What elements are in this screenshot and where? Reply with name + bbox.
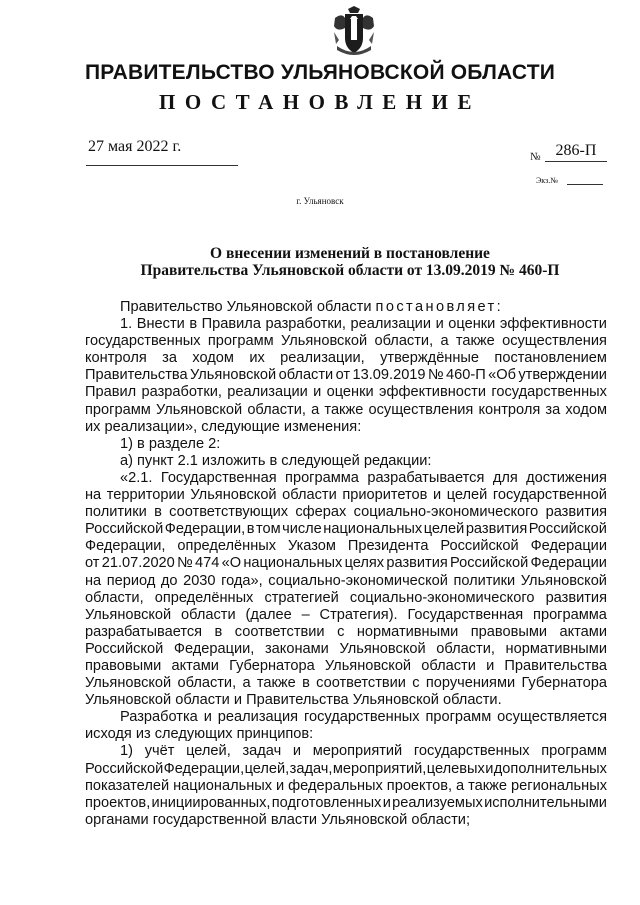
word: политики bbox=[85, 504, 147, 521]
word: задач, bbox=[289, 760, 333, 777]
paragraph-line: их реализации», следующие изменения: bbox=[85, 418, 362, 435]
word: 2030 bbox=[183, 572, 216, 589]
word: оценки bbox=[326, 384, 374, 401]
word: Правил bbox=[85, 384, 137, 401]
word: задач bbox=[242, 743, 282, 760]
word: 21.07.2020 bbox=[101, 555, 175, 572]
word: года», bbox=[221, 572, 263, 589]
word: в bbox=[154, 504, 162, 521]
word: 13.09.2019 bbox=[352, 367, 426, 384]
government-name: ПРАВИТЕЛЬСТВО УЛЬЯНОВСКОЙ ОБЛАСТИ bbox=[84, 61, 556, 84]
word: «О bbox=[221, 555, 242, 572]
word: социально-экономической bbox=[268, 572, 448, 589]
word: государственной bbox=[492, 487, 607, 504]
word: Государственная bbox=[160, 469, 277, 486]
word: в bbox=[302, 675, 310, 692]
word: программ bbox=[425, 709, 492, 726]
word: проектов, bbox=[85, 794, 151, 811]
word: мероприятий bbox=[312, 743, 403, 760]
word: области bbox=[278, 367, 334, 384]
word: области bbox=[181, 606, 236, 623]
word: разработки, bbox=[141, 384, 222, 401]
word: развития bbox=[386, 555, 448, 572]
word: Федерации bbox=[530, 555, 607, 572]
word: на bbox=[85, 572, 102, 589]
word: подготовленных bbox=[271, 794, 382, 811]
paragraph-line bbox=[85, 675, 607, 692]
word: Федерации bbox=[530, 538, 607, 555]
word: Государственная bbox=[407, 606, 524, 623]
word: определённых bbox=[154, 589, 254, 606]
principle-1 bbox=[85, 743, 607, 811]
paragraph-line bbox=[85, 350, 607, 367]
word: проектов, bbox=[386, 777, 453, 794]
word: сферах bbox=[295, 504, 347, 521]
word: оценки bbox=[448, 316, 496, 333]
word: «2.1. bbox=[120, 469, 153, 486]
word: Федерации, bbox=[85, 538, 166, 555]
word: приоритетов bbox=[342, 487, 428, 504]
paragraph-line: органами государственной власти Ульяновской области; bbox=[85, 811, 470, 828]
word: и bbox=[313, 384, 322, 401]
word: Ульяновской bbox=[190, 367, 277, 384]
paragraph-line: Ульяновской области и Правительства Ульяновской области. bbox=[85, 692, 502, 709]
paragraph-line bbox=[85, 743, 607, 760]
document-title-line: О внесении изменений в постановление bbox=[210, 245, 490, 262]
word: Разработка bbox=[120, 709, 198, 726]
word: и bbox=[435, 316, 444, 333]
item-1: 1) в разделе 2: bbox=[120, 435, 221, 452]
paragraph-line bbox=[85, 316, 607, 333]
word: 1) bbox=[120, 743, 133, 760]
word: и bbox=[486, 657, 495, 674]
word: контроля bbox=[85, 350, 147, 367]
document-type: ПОСТАНОВЛЕНИЕ bbox=[159, 90, 481, 114]
word: социально-экономического bbox=[349, 589, 535, 606]
word: области, bbox=[374, 333, 434, 350]
word: программа bbox=[285, 469, 359, 486]
word: программ bbox=[541, 743, 607, 760]
paragraph-line bbox=[85, 607, 607, 624]
word: ходом bbox=[565, 401, 607, 418]
word: от bbox=[85, 555, 100, 572]
preamble-spaced-word: постановляет bbox=[375, 299, 497, 315]
word: Правительства bbox=[85, 367, 188, 384]
word: в bbox=[214, 623, 223, 640]
word: целевых bbox=[426, 760, 485, 777]
word: показателей bbox=[85, 777, 170, 794]
word: и bbox=[276, 777, 285, 794]
word: том bbox=[255, 521, 281, 538]
paragraph-line bbox=[85, 761, 607, 778]
word: также bbox=[468, 777, 508, 794]
paragraph-line bbox=[85, 402, 607, 419]
word: актами bbox=[559, 623, 607, 640]
word: исполнительными bbox=[484, 794, 607, 811]
word: а bbox=[311, 401, 320, 418]
word: разрабатывается bbox=[367, 469, 485, 486]
word: национальных bbox=[323, 521, 423, 538]
word: Ульяновской bbox=[520, 572, 607, 589]
word: (далее bbox=[245, 606, 292, 623]
word: учёт bbox=[144, 743, 175, 760]
word: и bbox=[382, 794, 391, 811]
paragraph-line bbox=[85, 778, 607, 795]
word: – bbox=[301, 606, 310, 623]
paragraph-line bbox=[85, 367, 607, 384]
word: определённых bbox=[177, 538, 277, 555]
word: от bbox=[335, 367, 351, 384]
document-date: 27 мая 2022 г. bbox=[88, 138, 182, 155]
word: инициированных, bbox=[151, 794, 271, 811]
word: целей, bbox=[186, 743, 231, 760]
word: Федерации, bbox=[163, 760, 245, 777]
preamble-text: Правительство Ульяновской области bbox=[120, 299, 376, 315]
paragraph-line bbox=[85, 333, 607, 350]
preamble bbox=[85, 299, 607, 316]
word: и bbox=[203, 709, 212, 726]
word: Губернатора bbox=[229, 657, 315, 674]
word: реализации bbox=[350, 316, 431, 333]
word: развития bbox=[465, 521, 528, 538]
word: актами bbox=[171, 657, 219, 674]
word: Федерации, bbox=[173, 640, 255, 657]
word: с bbox=[412, 675, 420, 692]
word: эффективности bbox=[379, 384, 487, 401]
word: федеральных bbox=[288, 777, 383, 794]
word: утверждении bbox=[518, 367, 607, 384]
word: эффективности bbox=[499, 316, 607, 333]
word: Российской bbox=[450, 555, 529, 572]
word: правовыми bbox=[470, 623, 548, 640]
word: до bbox=[160, 572, 178, 589]
word: Ульяновской bbox=[190, 487, 277, 504]
word: региональных bbox=[511, 777, 607, 794]
word: в bbox=[246, 521, 255, 538]
number-label: № bbox=[530, 151, 541, 163]
copy-number-label: Экз.№ bbox=[536, 176, 558, 185]
word: области, bbox=[247, 401, 306, 418]
word: с bbox=[337, 623, 345, 640]
word: Ульяновской bbox=[339, 640, 426, 657]
city: г. Ульяновск bbox=[296, 196, 344, 206]
paragraph-line: исходя из следующих принципов: bbox=[85, 726, 314, 743]
word: территории bbox=[106, 487, 185, 504]
word: Губернатора bbox=[521, 675, 607, 692]
word: политики bbox=[453, 572, 516, 589]
word: также bbox=[455, 333, 495, 350]
word: правовыми bbox=[85, 657, 162, 674]
paragraph-line bbox=[85, 641, 607, 658]
word: разработки, bbox=[265, 316, 346, 333]
document-title bbox=[0, 245, 640, 279]
document-number: 286-П bbox=[545, 141, 607, 162]
word: реализации, bbox=[280, 350, 365, 367]
item-a: а) пункт 2.1 изложить в следующей редакции: bbox=[120, 452, 432, 469]
word: реализация bbox=[217, 709, 299, 726]
word: программ bbox=[207, 333, 274, 350]
word: Указом bbox=[287, 538, 336, 555]
paragraph-line bbox=[85, 795, 607, 812]
word: за bbox=[162, 350, 177, 367]
word: Правительства bbox=[504, 657, 607, 674]
word: на bbox=[85, 487, 102, 504]
word: законами bbox=[264, 640, 329, 657]
word: осуществления bbox=[368, 401, 474, 418]
word: государственных bbox=[303, 709, 420, 726]
word: числе bbox=[282, 521, 322, 538]
word: целях bbox=[344, 555, 385, 572]
word: 474 bbox=[194, 555, 220, 572]
word: соответствующих bbox=[169, 504, 289, 521]
word: Стратегия). bbox=[319, 606, 398, 623]
document-body bbox=[85, 299, 607, 829]
word: мероприятий, bbox=[332, 760, 427, 777]
word: Российской bbox=[440, 538, 519, 555]
paragraph-line bbox=[85, 709, 607, 726]
paragraph-1 bbox=[85, 316, 607, 419]
word: их bbox=[249, 350, 265, 367]
word: реализуемых bbox=[392, 794, 483, 811]
word: соответствии bbox=[316, 675, 406, 692]
word: целей, bbox=[244, 760, 290, 777]
word: развития bbox=[545, 504, 607, 521]
copy-number-underline bbox=[567, 184, 603, 185]
paragraph-line bbox=[85, 470, 607, 487]
word: Правила bbox=[201, 316, 261, 333]
word: № bbox=[177, 555, 193, 572]
word: Ульяновской bbox=[280, 333, 368, 350]
word: государственных bbox=[85, 333, 201, 350]
word: утверждённые bbox=[380, 350, 480, 367]
word: социально-экономического bbox=[353, 504, 539, 521]
word: разрабатывается bbox=[85, 623, 203, 640]
paragraph-line bbox=[85, 538, 607, 555]
word: программа bbox=[533, 606, 607, 623]
paragraph-line bbox=[85, 487, 607, 504]
word: и bbox=[485, 760, 494, 777]
preamble-end: : bbox=[496, 299, 501, 315]
word: нормативными bbox=[356, 623, 459, 640]
word: области, bbox=[177, 675, 237, 692]
word: государственных bbox=[413, 743, 530, 760]
word: Российской bbox=[85, 640, 164, 657]
word: национальных bbox=[173, 777, 273, 794]
word: осуществления bbox=[502, 333, 607, 350]
word: Российской bbox=[528, 521, 607, 538]
word: ходом bbox=[192, 350, 234, 367]
word: Российской bbox=[85, 760, 164, 777]
word: реализации bbox=[227, 384, 308, 401]
word: нормативными bbox=[505, 640, 607, 657]
word: Ульяновской bbox=[155, 401, 243, 418]
word: № bbox=[427, 367, 444, 384]
word: 460-П bbox=[446, 367, 486, 384]
word: программ bbox=[85, 401, 151, 418]
word: развития bbox=[545, 589, 607, 606]
word: дополнительных bbox=[493, 760, 607, 777]
word: области, bbox=[436, 640, 495, 657]
paragraph-line bbox=[85, 384, 607, 401]
word: а bbox=[440, 333, 449, 350]
word: «Об bbox=[488, 367, 516, 384]
word: поручениями bbox=[425, 675, 516, 692]
document-title-line: Правительства Ульяновской области от 13.09.2019 № 460-П bbox=[140, 262, 560, 279]
paragraph-line bbox=[85, 555, 607, 572]
word: Ульяновской bbox=[85, 675, 172, 692]
paragraph-line bbox=[85, 658, 607, 675]
word: для bbox=[492, 469, 518, 486]
word: целей bbox=[446, 487, 488, 504]
word: области bbox=[421, 657, 476, 674]
word: целей bbox=[423, 521, 465, 538]
date-underline bbox=[86, 165, 238, 166]
word: достижения bbox=[526, 469, 607, 486]
word: национальных bbox=[243, 555, 343, 572]
word: и bbox=[292, 743, 302, 760]
word: стратегией bbox=[264, 589, 339, 606]
paragraph-line bbox=[85, 573, 607, 590]
paragraph-line bbox=[85, 590, 607, 607]
word: период bbox=[106, 572, 156, 589]
word: за bbox=[545, 401, 561, 418]
paragraph-line bbox=[85, 521, 607, 538]
word: государственных bbox=[491, 384, 607, 401]
word: области, bbox=[85, 589, 144, 606]
word: Внести bbox=[136, 316, 185, 333]
word: осуществляется bbox=[497, 709, 607, 726]
word: также bbox=[324, 401, 364, 418]
paragraph-line bbox=[85, 624, 607, 641]
word: Президента bbox=[347, 538, 429, 555]
word: контроля bbox=[478, 401, 541, 418]
word: 1. bbox=[120, 316, 133, 333]
word: Ульяновской bbox=[324, 657, 412, 674]
word: постановлением bbox=[494, 350, 607, 367]
word: а bbox=[456, 777, 465, 794]
word: Российской bbox=[85, 521, 164, 538]
word: и bbox=[432, 487, 442, 504]
word: соответствии bbox=[234, 623, 325, 640]
word: Ульяновской bbox=[85, 606, 172, 623]
word: также bbox=[256, 675, 296, 692]
coat-of-arms-icon bbox=[331, 6, 377, 58]
word: а bbox=[242, 675, 251, 692]
word: в bbox=[189, 316, 198, 333]
paragraph-2-1 bbox=[85, 470, 607, 692]
word: области bbox=[282, 487, 337, 504]
paragraph-line bbox=[85, 504, 607, 521]
word: Федерации, bbox=[164, 521, 246, 538]
